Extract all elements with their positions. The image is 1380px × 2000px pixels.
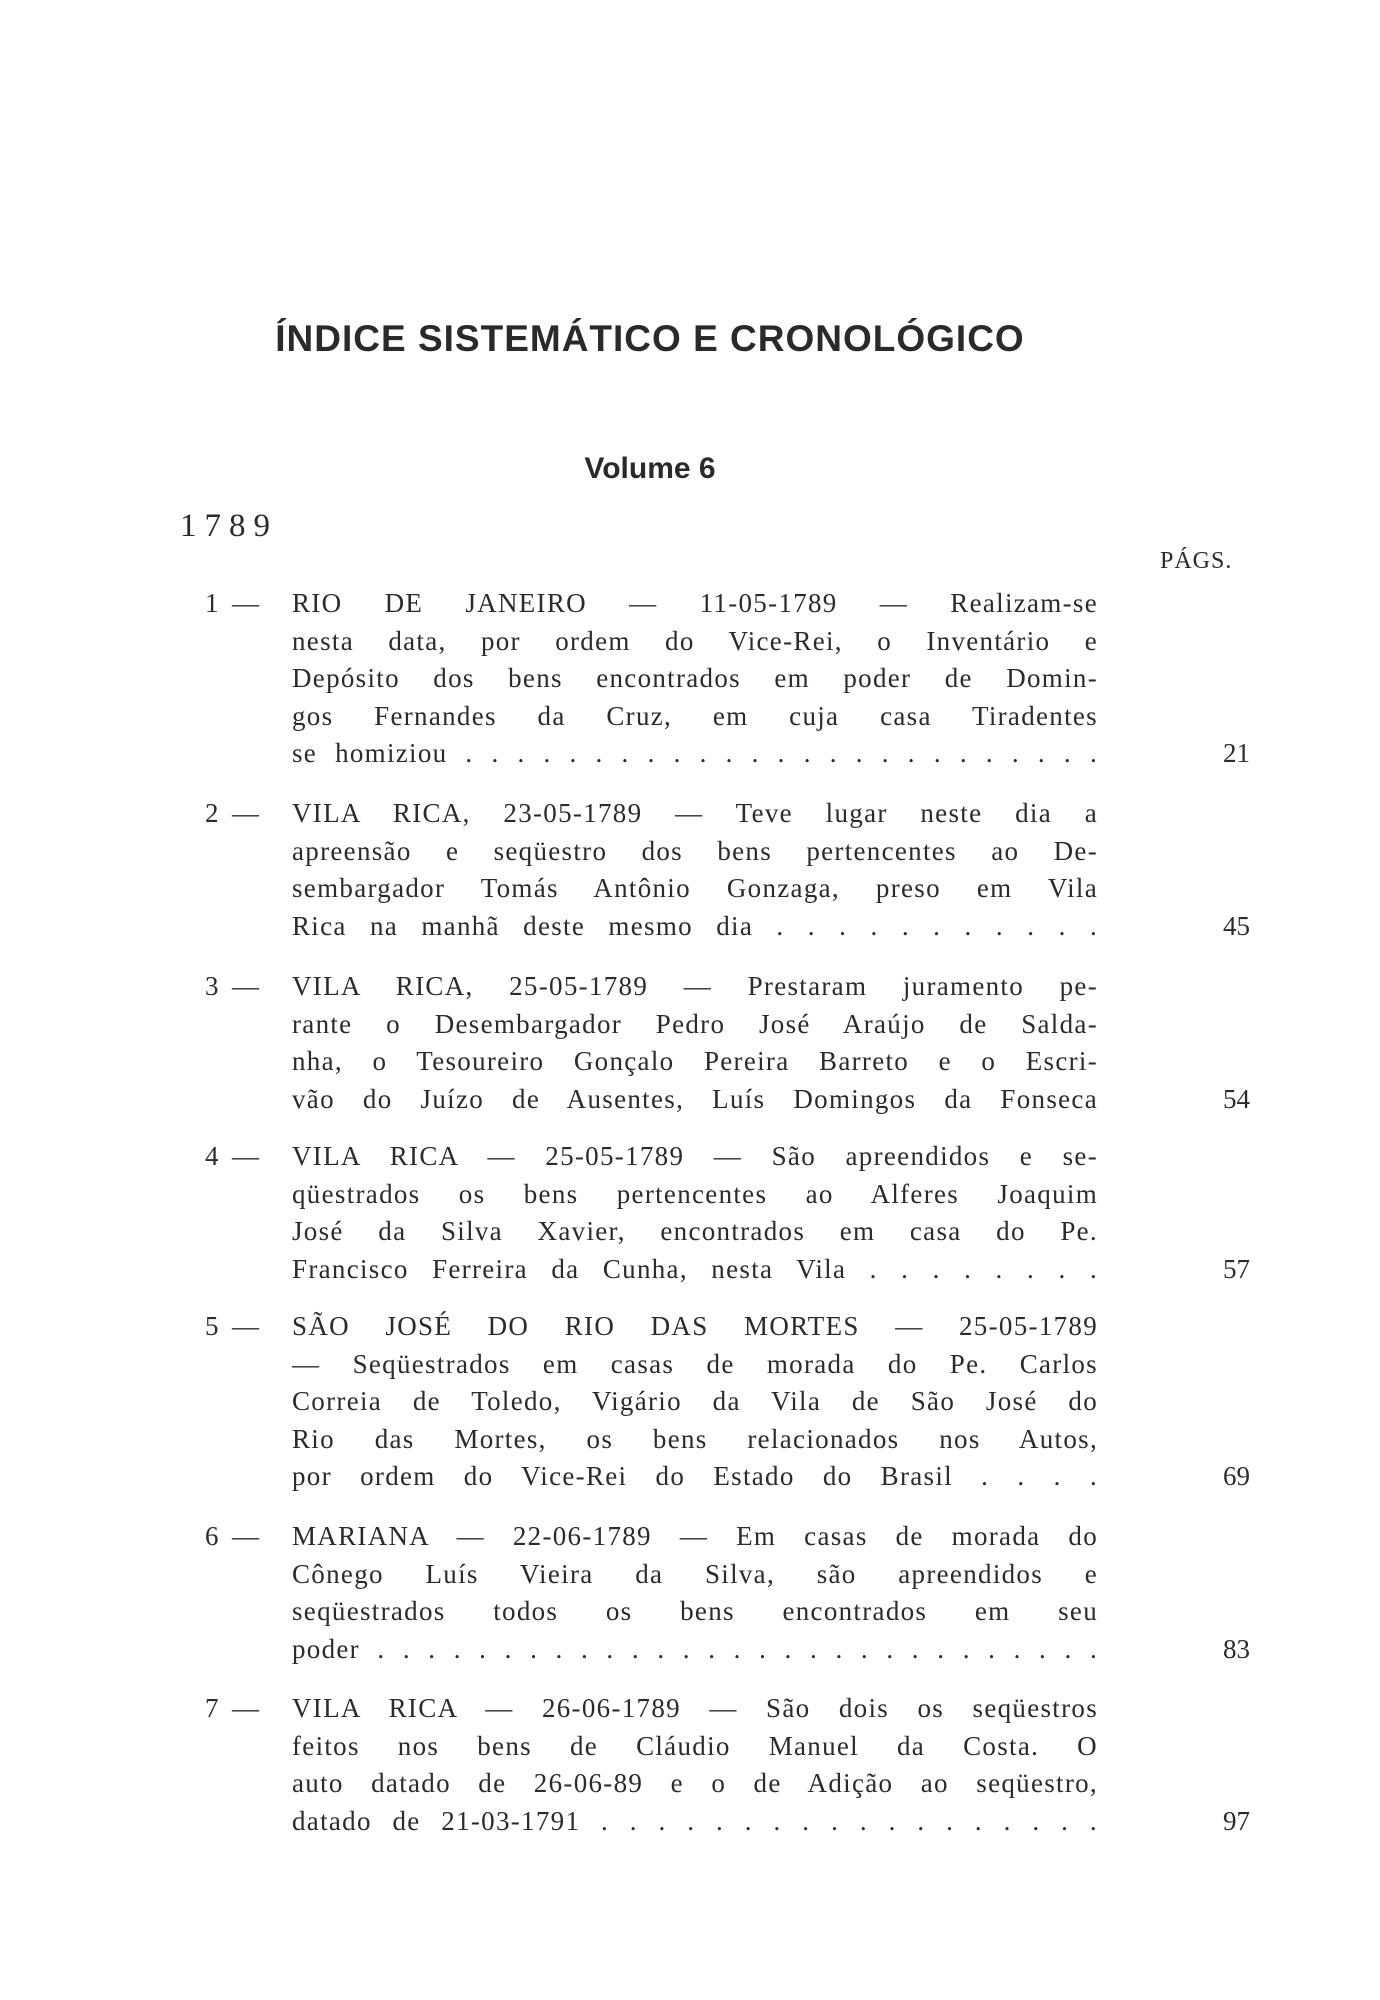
entry-dash: — [232, 971, 259, 1001]
entry-page-number: 69 [1223, 1461, 1250, 1491]
entry-dash: — [232, 798, 259, 828]
entry-number: 2 [205, 798, 219, 828]
entry-line: apreensão e seqüestro dos bens pertencentes ao De- [292, 835, 1098, 866]
pages-column-header: PÁGS. [1160, 548, 1233, 574]
entry-dash: — [232, 1311, 259, 1341]
entry-text [292, 968, 1098, 1118]
entry-line: sembargador Tomás Antônio Gonzaga, preso em Vila [292, 873, 1098, 903]
entry-line: VILA RICA, 23-05-1789 — Teve lugar neste dia a [292, 798, 1098, 828]
entry-page-number: 54 [1223, 1083, 1250, 1114]
entry-number: 5 [205, 1311, 219, 1341]
entry-page-number: 45 [1223, 910, 1250, 941]
entry-number: 1 [205, 588, 219, 618]
entry-text [292, 1690, 1098, 1840]
entry-line: Correia de Toledo, Vigário da Vila de São José do [292, 1386, 1098, 1416]
entry-line: VILA RICA — 25-05-1789 — São apreendidos e se- [292, 1141, 1098, 1171]
entry-line: Cônego Luís Vieira da Silva, são apreendidos e [292, 1558, 1098, 1589]
entry-line: Rica na manhã deste mesmo dia . . . . . . . . . . . [292, 910, 1098, 941]
entry-line: Rio das Mortes, os bens relacionados nos Autos, [292, 1423, 1098, 1454]
entry-page-number: 83 [1223, 1633, 1250, 1664]
entry-line: — Seqüestrados em casas de morada do Pe. Carlos [292, 1348, 1098, 1379]
volume-heading: Volume 6 [584, 452, 716, 485]
entry-line: auto datado de 26-06-89 e o de Adição ao seqüestro, [292, 1768, 1098, 1798]
entry-dash: — [232, 1521, 259, 1551]
year-heading: 1789 [180, 508, 278, 544]
entry-line: se homiziou . . . . . . . . . . . . . . . . . . . . . . . . . [292, 738, 1098, 768]
entry-dash: — [232, 588, 259, 618]
entry-text [292, 1138, 1098, 1288]
entry-line: MARIANA — 22-06-1789 — Em casas de morada do [292, 1521, 1098, 1551]
entry-line: seqüestrados todos os bens encontrados em seu [292, 1596, 1098, 1626]
entry-line: por ordem do Vice-Rei do Estado do Brasil . . . . [292, 1461, 1098, 1491]
entry-text [292, 1308, 1098, 1496]
entry-line: SÃO JOSÉ DO RIO DAS MORTES — 25-05-1789 [292, 1311, 1098, 1341]
entry-line: Francisco Ferreira da Cunha, nesta Vila . . . . . . . . [292, 1253, 1098, 1284]
entry-number: 6 [205, 1521, 219, 1551]
entry-page-number: 97 [1223, 1805, 1250, 1836]
entry-text [292, 795, 1098, 945]
entry-number: 3 [205, 971, 219, 1001]
entry-line: RIO DE JANEIRO — 11-05-1789 — Realizam-se [292, 588, 1098, 618]
entry-number: 4 [205, 1141, 219, 1171]
entry-line: rante o Desembargador Pedro José Araújo de Salda- [292, 1008, 1098, 1039]
entry-text [292, 585, 1098, 773]
entry-line: gos Fernandes da Cruz, em cuja casa Tiradentes [292, 700, 1098, 731]
entry-line: Depósito dos bens encontrados em poder de Domin- [292, 663, 1098, 693]
entry-line: VILA RICA, 25-05-1789 — Prestaram juramento pe- [292, 971, 1098, 1001]
entry-dash: — [232, 1141, 259, 1171]
entry-line: José da Silva Xavier, encontrados em casa do Pe. [292, 1216, 1098, 1246]
entry-page-number: 21 [1223, 738, 1250, 768]
entry-number: 7 [205, 1693, 219, 1723]
entry-dash: — [232, 1693, 259, 1723]
entry-page-number: 57 [1223, 1253, 1250, 1284]
entry-line: qüestrados os bens pertencentes ao Alferes Joaquim [292, 1178, 1098, 1209]
entry-line: vão do Juízo de Ausentes, Luís Domingos da Fonseca [292, 1083, 1098, 1114]
entry-line: VILA RICA — 26-06-1789 — São dois os seqüestros [292, 1693, 1098, 1723]
entry-text [292, 1518, 1098, 1668]
entry-line: nha, o Tesoureiro Gonçalo Pereira Barreto e o Escri- [292, 1046, 1098, 1076]
entry-line: poder . . . . . . . . . . . . . . . . . . . . . . . . . . . . . [292, 1633, 1098, 1664]
entry-line: datado de 21-03-1791 . . . . . . . . . . . . . . . . . . [292, 1805, 1098, 1836]
entry-line: nesta data, por ordem do Vice-Rei, o Inventário e [292, 625, 1098, 656]
page-title: ÍNDICE SISTEMÁTICO E CRONOLÓGICO [275, 318, 1025, 359]
entry-line: feitos nos bens de Cláudio Manuel da Costa. O [292, 1730, 1098, 1761]
